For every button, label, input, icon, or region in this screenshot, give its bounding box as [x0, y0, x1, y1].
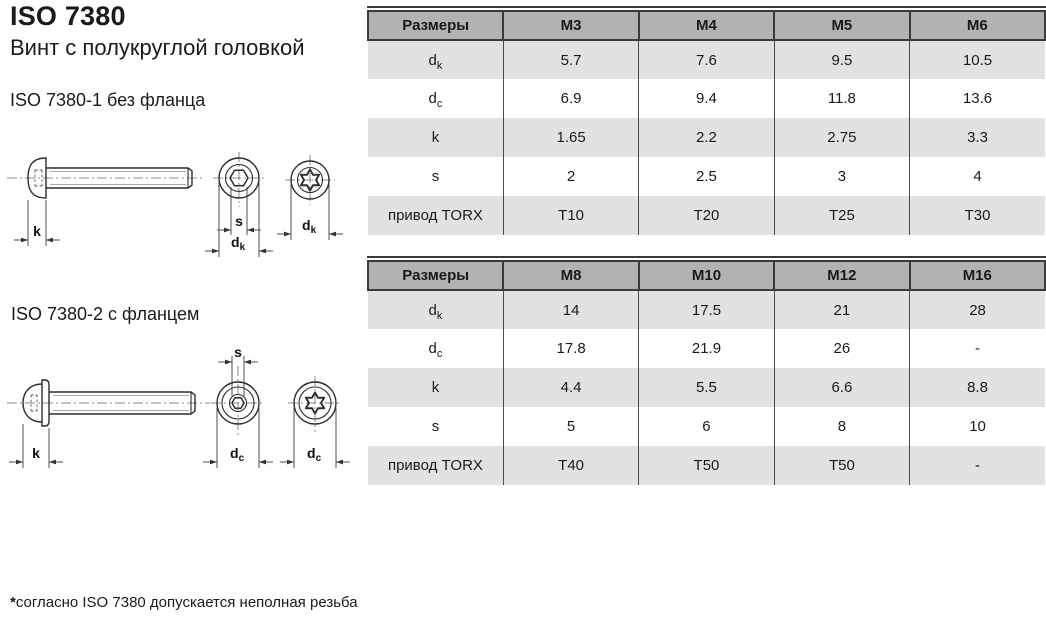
spec-table-m3-m6	[367, 10, 1046, 235]
top-view-torx-1	[277, 155, 343, 240]
cell-value: 3	[774, 157, 909, 196]
cell-value: T40	[503, 446, 638, 485]
table-row	[368, 196, 1045, 235]
cell-value: T50	[774, 446, 909, 485]
cell-value: 11.8	[774, 79, 909, 118]
row-label: привод TORX	[387, 207, 483, 224]
cell-value: 8.8	[910, 368, 1045, 407]
cell-value: T20	[639, 196, 774, 235]
table-row	[368, 407, 1045, 446]
cell-value: 6.6	[774, 368, 909, 407]
cell-value: 3.3	[910, 118, 1045, 157]
column-header-size: M3	[503, 11, 638, 40]
top-view-hex-socket-2	[203, 344, 273, 468]
cell-value: 9.5	[774, 40, 909, 79]
table-row	[368, 368, 1045, 407]
row-label: k	[431, 379, 440, 396]
dimension-k	[9, 424, 63, 468]
cell-value: 10	[910, 407, 1045, 446]
table-header-row	[368, 261, 1045, 290]
cell-value: 2.5	[639, 157, 774, 196]
section-label-iso7380-1: ISO 7380-1 без фланца	[10, 90, 206, 110]
cell-value: 9.4	[639, 79, 774, 118]
cell-value: 17.8	[503, 329, 638, 368]
cell-value: 17.5	[639, 290, 774, 329]
side-view-screw-no-flange	[7, 158, 205, 246]
page-subtitle: Винт с полукруглой головкой	[10, 35, 305, 60]
footnote-asterisk: *	[10, 594, 16, 611]
cell-value: 4	[910, 157, 1045, 196]
table-row	[368, 157, 1045, 196]
column-header-dimensions: Размеры	[368, 261, 503, 290]
cell-value: T50	[639, 446, 774, 485]
cell-value: 2.75	[774, 118, 909, 157]
table-row	[368, 329, 1045, 368]
footnote	[10, 594, 358, 611]
spec-table-wrap-m8-m16	[367, 256, 1046, 485]
top-view-hex-socket-1	[205, 152, 273, 257]
side-view-screw-flanged	[7, 380, 210, 468]
cell-value: T10	[503, 196, 638, 235]
cell-value: 6	[639, 407, 774, 446]
cell-value: 5.5	[639, 368, 774, 407]
row-label: $d_k$	[428, 51, 443, 72]
cell-value: -	[910, 446, 1045, 485]
column-header-size: M10	[639, 261, 774, 290]
table-row	[368, 290, 1045, 329]
cell-value: 2	[503, 157, 638, 196]
cell-value: 28	[910, 290, 1045, 329]
cell-value: 7.6	[639, 40, 774, 79]
dim-label-dk: $d_k$	[302, 217, 317, 236]
cell-value: 5.7	[503, 40, 638, 79]
cell-value: 14	[503, 290, 638, 329]
table-header-row	[368, 11, 1045, 40]
column-header-dimensions: Размеры	[368, 11, 503, 40]
top-view-torx-2	[280, 376, 350, 468]
row-label: $d_c$	[428, 340, 443, 360]
cell-value: 4.4	[503, 368, 638, 407]
dim-label-k: k	[33, 223, 41, 239]
dim-label-dc: $d_c$	[307, 445, 322, 464]
drawing-iso7380-2	[5, 340, 360, 490]
cell-value: 8	[774, 407, 909, 446]
table-row	[368, 40, 1045, 79]
spec-table-m8-m16	[367, 260, 1046, 485]
row-label: $d_c$	[428, 90, 443, 110]
table-row	[368, 118, 1045, 157]
column-header-size: M8	[503, 261, 638, 290]
cell-value: 2.2	[639, 118, 774, 157]
cell-value: 21.9	[639, 329, 774, 368]
cell-value: 6.9	[503, 79, 638, 118]
column-header-size: M5	[774, 11, 909, 40]
cell-value: 10.5	[910, 40, 1045, 79]
dim-label-dk: $d_k$	[231, 234, 246, 253]
cell-value: 26	[774, 329, 909, 368]
dim-label-s: s	[235, 213, 243, 229]
row-label: s	[431, 168, 440, 185]
drawing-iso7380-1	[5, 140, 360, 262]
column-header-size: M4	[639, 11, 774, 40]
dim-label-dc: $d_c$	[230, 445, 245, 464]
cell-value: T25	[774, 196, 909, 235]
cell-value: 13.6	[910, 79, 1045, 118]
footnote-text: согласно ISO 7380 допускается неполная резьба	[15, 594, 358, 611]
spec-table-wrap-m3-m6	[367, 6, 1046, 235]
column-header-size: M12	[774, 261, 909, 290]
row-label: s	[431, 418, 440, 435]
section-label-iso7380-2: ISO 7380-2 с фланцем	[11, 304, 200, 324]
table-row	[368, 79, 1045, 118]
column-header-size: M16	[910, 261, 1045, 290]
row-label: привод TORX	[387, 457, 483, 474]
table-row	[368, 446, 1045, 485]
dim-label-s: s	[234, 344, 242, 360]
cell-value: -	[910, 329, 1045, 368]
row-label: $d_k$	[428, 301, 443, 322]
cell-value: 21	[774, 290, 909, 329]
dim-label-k: k	[32, 445, 40, 461]
cell-value: T30	[910, 196, 1045, 235]
row-label: k	[431, 129, 440, 146]
dimension-k	[14, 200, 60, 246]
page-title: ISO 7380	[10, 1, 126, 31]
cell-value: 5	[503, 407, 638, 446]
cell-value: 1.65	[503, 118, 638, 157]
column-header-size: M6	[910, 11, 1045, 40]
